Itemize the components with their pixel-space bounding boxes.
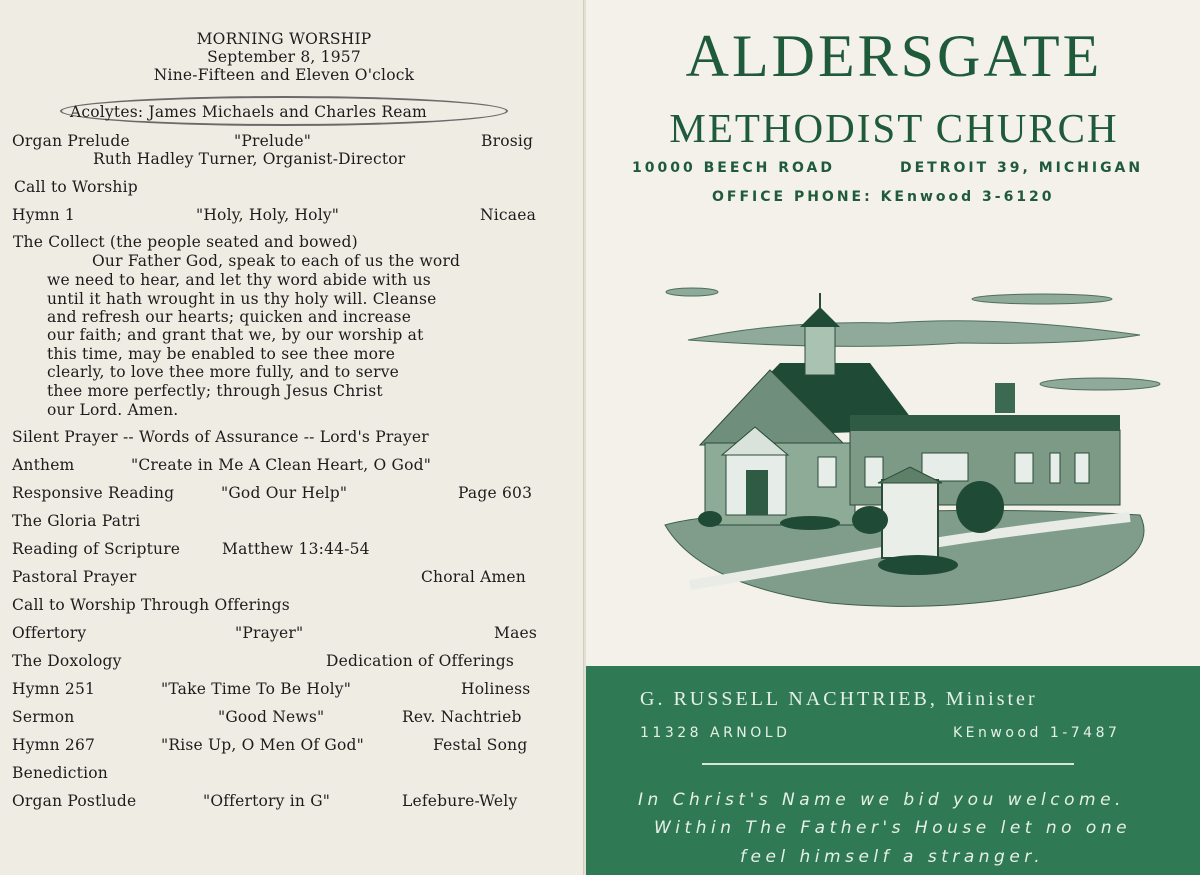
cloud-1 [666,288,718,296]
call-to-worship: Call to Worship [14,178,138,196]
responsive-reading-label: Responsive Reading [12,484,175,502]
collect-line-4: and refresh our hearts; quicken and increase [47,308,412,326]
collect-line-3: until it hath wrought in us thy holy will. Cleanse [47,290,437,308]
hymn251-title: "Take Time To Be Holy" [161,680,352,698]
minister-phone: KEnwood 1-7487 [953,725,1121,741]
pastoral-prayer-label: Pastoral Prayer [12,568,137,586]
anthem-label: Anthem [12,456,75,474]
offertory-label: Offertory [12,624,87,642]
organ-prelude-composer: Brosig [481,132,534,150]
order-of-worship-panel [0,0,584,875]
cloud-4 [1040,378,1160,390]
minister-name: G. RUSSELL NACHTRIEB, Minister [640,688,1038,710]
church-name-subtitle: METHODIST CHURCH [669,105,1119,151]
scripture-label: Reading of Scripture [12,540,181,558]
collect-line-1: Our Father God, speak to each of us the word [92,252,461,270]
street-address: 10000 BEECH ROAD [632,160,836,176]
silent-prayer-line: Silent Prayer -- Words of Assurance -- Lord's Prayer [12,428,429,446]
anthem-title: "Create in Me A Clean Heart, O God" [131,456,432,474]
acolytes-line: Acolytes: James Michaels and Charles Ream [70,103,427,121]
responsive-reading-page: Page 603 [458,484,533,502]
steeple-roof [800,307,840,327]
organ-prelude-label: Organ Prelude [12,132,130,150]
window-5 [1050,453,1060,483]
benediction: Benediction [12,764,108,782]
organist-line: Ruth Hadley Turner, Organist-Director [93,150,406,168]
cloud-3 [688,321,1140,347]
shrub-1 [956,481,1004,533]
choral-amen: Choral Amen [421,568,526,586]
hymn267-tune: Festal Song [433,736,528,754]
collect-line-6: this time, may be enabled to see thee more [47,345,396,363]
responsive-reading-title: "God Our Help" [221,484,348,502]
hymn251-tune: Holiness [461,680,531,698]
shrub-4 [780,516,840,530]
postlude-composer: Lefebure-Wely [402,792,518,810]
collect-line-7: clearly, to love thee more fully, and to serve [47,363,400,381]
organ-prelude-title: "Prelude" [234,132,312,150]
shrub-5 [698,511,722,527]
collect-line-2: we need to hear, and let thy word abide with us [47,271,431,289]
collect-line-8: thee more perfectly; through Jesus Christ [47,382,383,400]
church-sign [882,480,938,558]
hymn1-tune: Nicaea [480,206,537,224]
shrub-2 [852,506,888,534]
collect-line-9: our Lord. Amen. [47,401,179,419]
postlude-label: Organ Postlude [12,792,137,810]
collect-heading: The Collect (the people seated and bowed) [13,233,358,251]
collect-line-5: our faith; and grant that we, by our worship at [47,326,424,344]
motto-line-2: Within The Father's House let no one [654,818,1132,838]
hymn251-label: Hymn 251 [12,680,96,698]
church-building-illustration [660,285,1170,615]
banner-divider [702,763,1074,765]
service-times: Nine-Fifteen and Eleven O'clock [153,66,415,84]
offertory-composer: Maes [494,624,538,642]
office-phone: OFFICE PHONE: KEnwood 3-6120 [712,189,1055,205]
sermon-title: "Good News" [218,708,325,726]
sermon-speaker: Rev. Nachtrieb [402,708,522,726]
sermon-label: Sermon [12,708,75,726]
service-date: September 8, 1957 [207,48,361,66]
steeple [805,325,835,375]
window-4 [1015,453,1033,483]
scripture-reference: Matthew 13:44-54 [222,540,370,558]
offertory-title: "Prayer" [235,624,304,642]
church-name-title: ALDERSGATE [685,23,1103,89]
city-address: DETROIT 39, MICHIGAN [900,160,1144,176]
window-6 [1075,453,1089,483]
hymn267-title: "Rise Up, O Men Of God" [161,736,364,754]
chimney [995,383,1015,413]
service-title: MORNING WORSHIP [196,30,372,48]
shrub-3 [878,555,958,575]
minister-address: 11328 ARNOLD [640,725,791,741]
hymn1-title: "Holy, Holy, Holy" [196,206,340,224]
window-1 [818,457,836,487]
gloria-patri: The Gloria Patri [12,512,141,530]
cloud-2 [972,294,1112,304]
wing-roof [850,415,1120,431]
doxology-label: The Doxology [12,652,122,670]
door [746,470,768,515]
motto-line-3: feel himself a stranger. [740,847,1045,867]
call-through-offerings: Call to Worship Through Offerings [12,596,290,614]
postlude-title: "Offertory in G" [203,792,331,810]
motto-line-1: In Christ's Name we bid you welcome. [638,790,1125,810]
dedication-of-offerings: Dedication of Offerings [326,652,515,670]
hymn267-label: Hymn 267 [12,736,96,754]
hymn1-label: Hymn 1 [12,206,75,224]
